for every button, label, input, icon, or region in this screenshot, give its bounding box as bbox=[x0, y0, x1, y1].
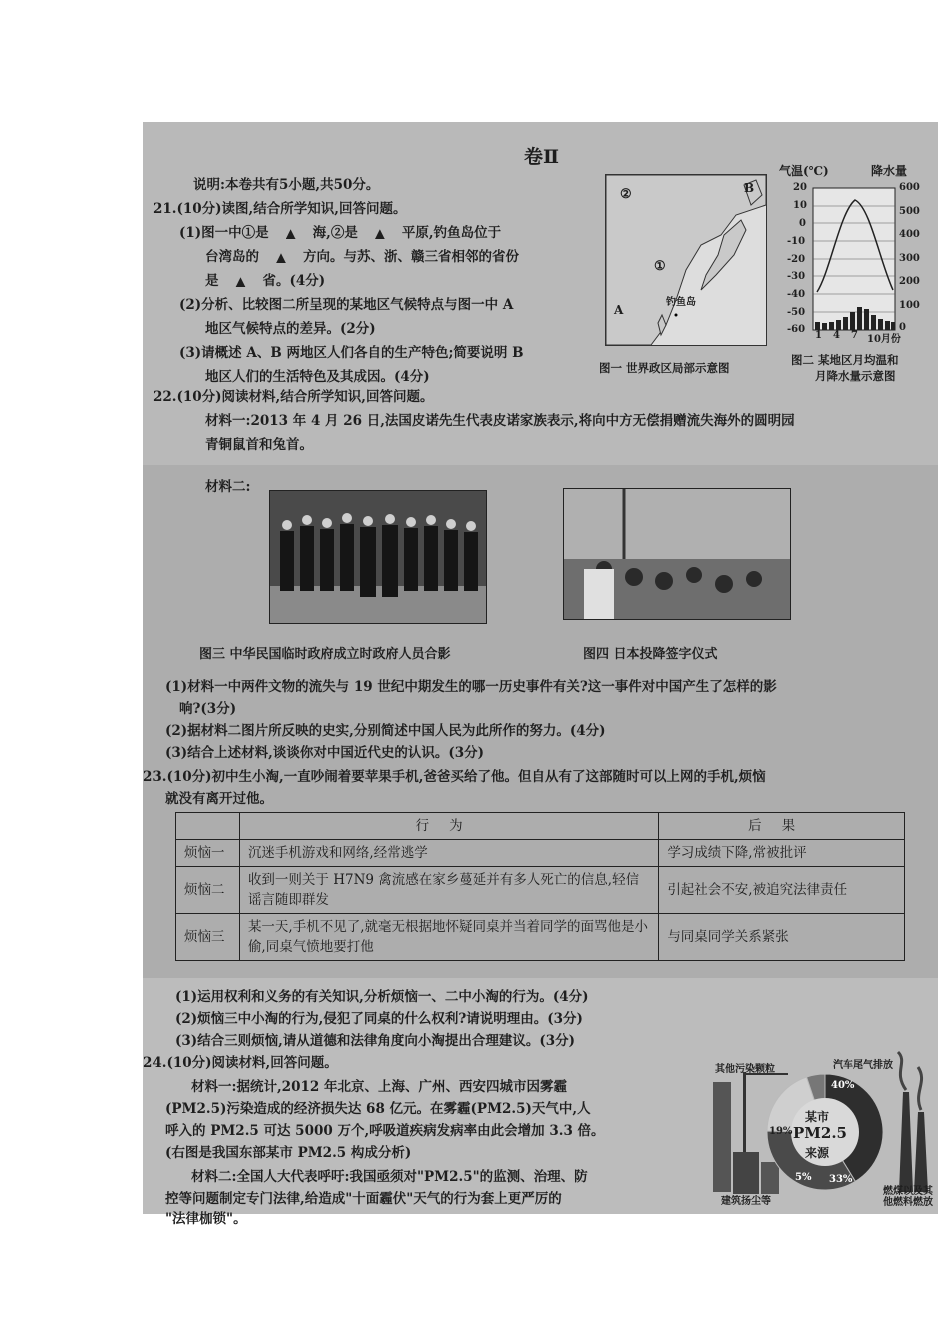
row-result: 与同桌同学关系紧张 bbox=[659, 914, 905, 961]
fig3-photo bbox=[269, 490, 487, 624]
row-action: 沉迷手机游戏和网络,经常逃学 bbox=[239, 840, 658, 867]
q22-material1-line2: 青铜鼠首和兔首。 bbox=[205, 437, 313, 453]
q24-material1-line4: (右图是我国东部某市 PM2.5 构成分析) bbox=[165, 1145, 412, 1161]
q22-sub1-line2: 响?(3分) bbox=[179, 701, 237, 717]
pm-center-line1: 某市 bbox=[805, 1110, 830, 1124]
q23-heading-line1: 23.(10分)初中生小淘,一直吵闹着要苹果手机,爸爸买给了他。但自从有了这部随时可以上网的手机,烦恼 bbox=[143, 769, 766, 785]
q21-part3-line1: (3)请概述 A、B 两地区人们各自的生产特色;简要说明 B bbox=[179, 345, 524, 361]
pm-pct-dust: 5% bbox=[795, 1172, 812, 1183]
precip-tick: 600 bbox=[899, 182, 920, 193]
map-label-a: A bbox=[614, 303, 624, 317]
map-label-b: B bbox=[744, 181, 755, 195]
q22-heading: 22.(10分)阅读材料,结合所学知识,回答问题。 bbox=[153, 389, 434, 405]
row-name: 烦恼二 bbox=[176, 867, 240, 914]
map-label-1: ① bbox=[654, 259, 666, 274]
month-tick: 4 bbox=[833, 330, 840, 341]
q22-material1-line1: 材料一:2013 年 4 月 26 日,法国皮诺先生代表皮诺家族表示,将向中方无偿捐赠流失海外的圆明园 bbox=[205, 413, 795, 429]
fig1-caption: 图一 世界政区局部示意图 bbox=[599, 361, 730, 375]
q22-material2-label: 材料二: bbox=[205, 479, 251, 495]
table-header-result: 后果 bbox=[659, 813, 905, 840]
q21-part2-line2: 地区气候特点的差异。(2分) bbox=[205, 321, 376, 337]
pm-label-coal-1: 燃煤以及其 bbox=[883, 1186, 933, 1197]
q21-part1-line2: 台湾岛的 ▲ 方向。与苏、浙、赣三省相邻的省份 bbox=[205, 249, 519, 265]
temp-tick: -20 bbox=[787, 254, 806, 265]
table-row bbox=[176, 867, 905, 914]
q23-sub2: (2)烦恼三中小淘的行为,侵犯了同桌的什么权利?请说明理由。(3分) bbox=[175, 1011, 583, 1027]
instructions: 说明:本卷共有5小题,共50分。 bbox=[193, 177, 380, 193]
q24-material2-line1: 材料二:全国人大代表呼吁:我国亟须对"PM2.5"的监测、治理、防 bbox=[191, 1169, 588, 1185]
q22-sub3: (3)结合上述材料,谈谈你对中国近代史的认识。(3分) bbox=[165, 745, 485, 761]
precip-tick: 100 bbox=[899, 300, 920, 311]
row-action: 收到一则关于 H7N9 禽流感在家乡蔓延并有多人死亡的信息,轻信谣言随即群发 bbox=[239, 867, 658, 914]
table-row bbox=[176, 914, 905, 961]
precip-tick: 0 bbox=[899, 322, 906, 333]
temp-tick: -10 bbox=[787, 236, 806, 247]
fig2-caption-line1: 图二 某地区月均温和 bbox=[791, 353, 899, 367]
map-label-diaoyu: 钓鱼岛 bbox=[666, 297, 696, 308]
fig4-caption: 图四 日本投降签字仪式 bbox=[583, 647, 718, 662]
pm-center-line3: 来源 bbox=[805, 1146, 830, 1160]
table-header-action: 行为 bbox=[239, 813, 658, 840]
pm-pct-coal: 33% bbox=[829, 1174, 853, 1185]
row-action: 某一天,手机不见了,就毫无根据地怀疑同桌并当着同学的面骂他是小偷,同桌气愤地要打他 bbox=[239, 914, 658, 961]
pm-label-coal-2: 他燃料燃放 bbox=[883, 1197, 933, 1208]
q23-heading-line2: 就没有离开过他。 bbox=[165, 791, 273, 807]
q24-heading: 24.(10分)阅读材料,回答问题。 bbox=[143, 1055, 338, 1071]
q24-material1-line3: 呼入的 PM2.5 可达 5000 万个,呼吸道疾病发病率由此会增加 3.3 倍。 bbox=[165, 1123, 605, 1139]
pm-label-other: 其他污染颗粒 bbox=[715, 1064, 775, 1075]
pm-pct-other: 19% bbox=[769, 1126, 793, 1137]
map-label-2: ② bbox=[620, 187, 632, 202]
fig3-caption: 图三 中华民国临时政府成立时政府人员合影 bbox=[199, 647, 451, 662]
pm-center-line2: PM2.5 bbox=[793, 1124, 847, 1142]
month-tick: 1 bbox=[815, 330, 822, 341]
month-tick: 10月份 bbox=[867, 334, 901, 345]
table-row bbox=[176, 840, 905, 867]
climate-precip-label: 降水量 bbox=[871, 164, 908, 178]
q24-material1-line2: (PM2.5)污染造成的经济损失达 68 亿元。在雾霾(PM2.5)天气中,人 bbox=[165, 1101, 591, 1117]
temp-tick: -30 bbox=[787, 271, 806, 282]
pm-label-vehicle: 汽车尾气排放 bbox=[833, 1060, 893, 1071]
q22-sub2: (2)据材料二图片所反映的史实,分别简述中国人民为此所作的努力。(4分) bbox=[165, 723, 606, 739]
q21-part1-line1: (1)图一中①是 ▲ 海,②是 ▲ 平原,钓鱼岛位于 bbox=[179, 225, 502, 241]
precip-tick: 200 bbox=[899, 276, 920, 287]
row-result: 学习成绩下降,常被批评 bbox=[659, 840, 905, 867]
row-name: 烦恼三 bbox=[176, 914, 240, 961]
q24-material2-line3: "法律枷锁"。 bbox=[165, 1211, 247, 1227]
q24-material1-line1: 材料一:据统计,2012 年北京、上海、广州、西安四城市因雾霾 bbox=[191, 1079, 567, 1095]
precip-tick: 500 bbox=[899, 206, 920, 217]
temp-tick: -50 bbox=[787, 307, 806, 318]
exam-sheet bbox=[143, 122, 938, 1227]
row-result: 引起社会不安,被追究法律责任 bbox=[659, 867, 905, 914]
fig4-photo bbox=[563, 488, 791, 620]
temp-tick: -60 bbox=[787, 324, 806, 335]
q21-part3-line2: 地区人们的生活特色及其成因。(4分) bbox=[205, 369, 430, 385]
temp-tick: 10 bbox=[793, 200, 807, 211]
q23-sub1: (1)运用权利和义务的有关知识,分析烦恼一、二中小淘的行为。(4分) bbox=[175, 989, 589, 1005]
row-name: 烦恼一 bbox=[176, 840, 240, 867]
month-tick: 7 bbox=[851, 330, 858, 341]
temp-tick: 0 bbox=[799, 218, 806, 229]
troubles-table bbox=[175, 812, 905, 961]
pm-label-dust: 建筑扬尘等 bbox=[721, 1196, 771, 1207]
table-header-blank bbox=[176, 813, 240, 840]
pm25-source-chart bbox=[713, 1052, 938, 1208]
q23-sub3: (3)结合三则烦恼,请从道德和法律角度向小淘提出合理建议。(3分) bbox=[175, 1033, 576, 1049]
q21-part1-line3: 是 ▲ 省。(4分) bbox=[205, 273, 326, 289]
section-title: 卷Ⅱ bbox=[524, 146, 560, 168]
precip-tick: 400 bbox=[899, 229, 920, 240]
world-region-map bbox=[605, 174, 767, 346]
temp-tick: -40 bbox=[787, 289, 806, 300]
table-header-row bbox=[176, 813, 905, 840]
q22-sub1-line1: (1)材料一中两件文物的流失与 19 世纪中期发生的哪一历史事件有关?这一事件对中国产生了怎样的影 bbox=[165, 679, 777, 695]
pm-pct-vehicle: 40% bbox=[831, 1080, 855, 1091]
fig2-caption-line2: 月降水量示意图 bbox=[815, 369, 896, 383]
q24-material2-line2: 控等问题制定专门法律,给造成"十面霾伏"天气的行为套上更严厉的 bbox=[165, 1191, 562, 1207]
climate-chart bbox=[775, 162, 925, 345]
precip-tick: 300 bbox=[899, 253, 920, 264]
q21-heading: 21.(10分)读图,结合所学知识,回答问题。 bbox=[153, 201, 407, 217]
q21-part2-line1: (2)分析、比较图二所呈现的某地区气候特点与图一中 A bbox=[179, 297, 514, 313]
climate-temp-label: 气温(℃) bbox=[779, 164, 829, 178]
temp-tick: 20 bbox=[793, 182, 807, 193]
